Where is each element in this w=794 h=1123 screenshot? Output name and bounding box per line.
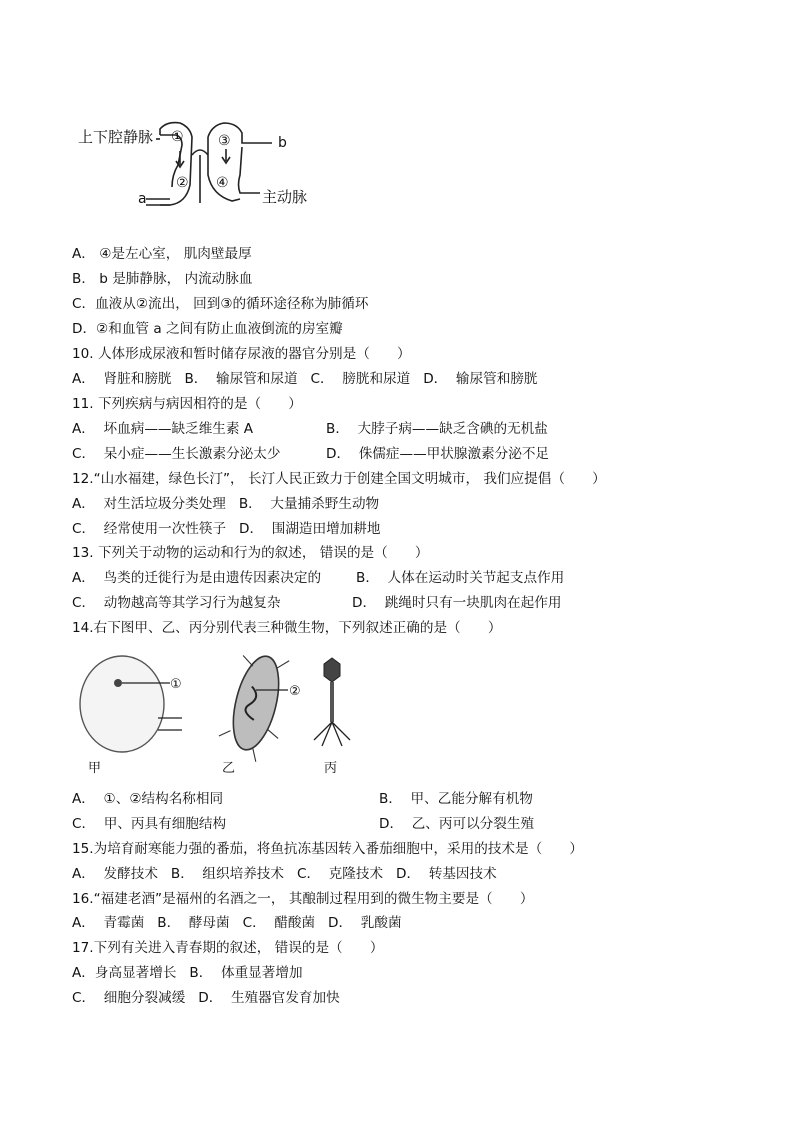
q11-option-c: C． 呆小症——生长激素分泌太少	[72, 446, 281, 462]
q11-option-d: D． 侏儒症——甲状腺激素分泌不足	[326, 446, 550, 462]
q11-option-b: B． 大脖子病——缺乏含碘的无机盐	[326, 421, 548, 437]
q17-stem: 17.下列有关进入青春期的叙述， 错误的是（ ）	[72, 940, 384, 956]
num-1: ①	[171, 129, 184, 145]
fig-label-2: ②	[289, 684, 301, 699]
q12-stem: 12.“山水福建，绿色长汀”， 长汀人民正致力于创建全国文明城市， 我们应提倡（ ）	[72, 471, 606, 487]
fig-label-bing: 丙	[324, 761, 338, 776]
label-b: b	[278, 135, 287, 151]
q17-options-line2: C． 细胞分裂减缓 D． 生殖器官发育加快	[72, 990, 340, 1006]
q9-option-b: B． b 是肺静脉， 内流动脉血	[72, 271, 253, 287]
q12-options-line2: C． 经常使用一次性筷子 D． 围湖造田增加耕地	[72, 521, 381, 537]
q14-stem: 14.右下图甲、乙、丙分别代表三种微生物，下列叙述正确的是（ ）	[72, 620, 502, 636]
fig-label-jia: 甲	[88, 761, 102, 776]
q13-stem: 13. 下列关于动物的运动和行为的叙述， 错误的是（ ）	[72, 545, 429, 561]
fig-label-yi: 乙	[222, 761, 236, 776]
label-a: a	[138, 191, 147, 207]
fig-label-1: ①	[170, 677, 182, 692]
num-3: ③	[218, 133, 231, 149]
q14-option-c: C． 甲、丙具有细胞结构	[72, 816, 227, 832]
label-veins: 上下腔静脉	[78, 128, 154, 146]
q16-stem: 16.“福建老酒”是福州的名酒之一， 其酿制过程用到的微生物主要是（ ）	[72, 891, 534, 907]
q14-option-d: D． 乙、丙可以分裂生殖	[379, 816, 535, 832]
q13-option-c: C． 动物越高等其学习行为越复杂	[72, 595, 281, 611]
q11-stem: 11. 下列疾病与病因相符的是（ ）	[72, 396, 302, 412]
num-4: ④	[216, 175, 229, 191]
q16-options: A． 青霉菌 B． 酵母菌 C． 醋酸菌 D． 乳酸菌	[72, 915, 402, 931]
q9-option-d: D．②和血管 a 之间有防止血液倒流的房室瓣	[72, 321, 343, 337]
q11-option-a: A． 坏血病——缺乏维生素 A	[72, 421, 254, 437]
q14-option-a: A． ①、②结构名称相同	[72, 791, 224, 807]
q14-option-b: B． 甲、乙能分解有机物	[379, 791, 533, 807]
q12-options-line1: A． 对生活垃圾分类处理 B． 大量捕杀野生动物	[72, 496, 380, 512]
q9-option-c: C．血液从②流出， 回到③的循环途径称为肺循环	[72, 296, 369, 312]
num-2: ②	[176, 175, 189, 191]
label-aorta: 主动脉	[262, 188, 308, 206]
q10-stem: 10. 人体形成尿液和暂时储存尿液的器官分别是（ ）	[72, 346, 411, 362]
q15-stem: 15.为培育耐寒能力强的番茄，将鱼抗冻基因转入番茄细胞中，采用的技术是（ ）	[72, 841, 583, 857]
heart-diagram	[72, 115, 332, 215]
q15-options: A． 发酵技术 B． 组织培养技术 C． 克隆技术 D． 转基因技术	[72, 866, 497, 882]
microbe-figure	[78, 648, 378, 778]
q13-option-a: A． 鸟类的迁徙行为是由遗传因素决定的	[72, 570, 322, 586]
q10-options: A． 肾脏和膀胱 B． 输尿管和尿道 C． 膀胱和尿道 D． 输尿管和膀胱	[72, 371, 538, 387]
q13-option-b: B． 人体在运动时关节起支点作用	[356, 570, 565, 586]
q9-option-a: A． ④是左心室， 肌肉壁最厚	[72, 246, 252, 262]
q13-option-d: D． 跳绳时只有一块肌肉在起作用	[352, 595, 562, 611]
q17-options-line1: A．身高显著增长 B． 体重显著增加	[72, 965, 303, 981]
